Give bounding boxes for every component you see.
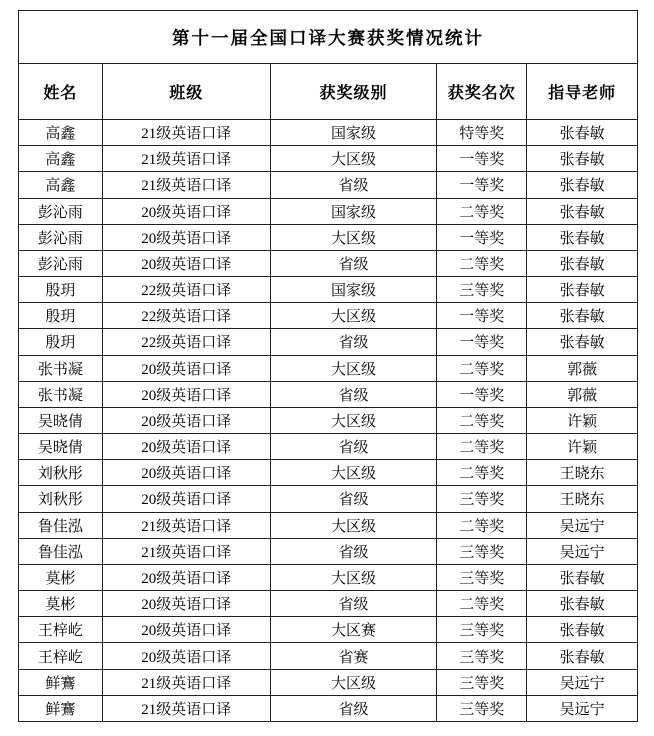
- cell-name: 高鑫: [19, 146, 103, 172]
- column-header-advisor: 指导老师: [527, 64, 638, 120]
- cell-class: 21级英语口译: [102, 172, 270, 198]
- cell-award-rank: 三等奖: [437, 695, 527, 721]
- cell-advisor: 吴远宁: [527, 538, 638, 564]
- cell-advisor: 王晓东: [527, 460, 638, 486]
- table-row: [19, 303, 638, 329]
- cell-award-rank: 二等奖: [437, 460, 527, 486]
- cell-award-level: 省级: [270, 591, 437, 617]
- cell-advisor: 张春敏: [527, 250, 638, 276]
- cell-class: 20级英语口译: [102, 250, 270, 276]
- cell-award-rank: 二等奖: [437, 198, 527, 224]
- cell-class: 21级英语口译: [102, 669, 270, 695]
- cell-award-rank: 三等奖: [437, 538, 527, 564]
- table-row: [19, 591, 638, 617]
- cell-class: 20级英语口译: [102, 617, 270, 643]
- table-title-row: [19, 11, 638, 64]
- cell-class: 22级英语口译: [102, 277, 270, 303]
- cell-advisor: 张春敏: [527, 120, 638, 146]
- cell-award-rank: 一等奖: [437, 172, 527, 198]
- cell-name: 彭沁雨: [19, 250, 103, 276]
- cell-award-level: 国家级: [270, 277, 437, 303]
- cell-award-level: 省级: [270, 538, 437, 564]
- cell-award-rank: 一等奖: [437, 303, 527, 329]
- cell-name: 吴晓倩: [19, 407, 103, 433]
- cell-class: 20级英语口译: [102, 381, 270, 407]
- table-body: [19, 120, 638, 722]
- cell-name: 彭沁雨: [19, 198, 103, 224]
- cell-award-level: 省级: [270, 486, 437, 512]
- table-row: [19, 538, 638, 564]
- cell-class: 21级英语口译: [102, 512, 270, 538]
- cell-advisor: 张春敏: [527, 643, 638, 669]
- cell-advisor: 郭薇: [527, 381, 638, 407]
- cell-name: 莫彬: [19, 591, 103, 617]
- cell-advisor: 张春敏: [527, 564, 638, 590]
- cell-advisor: 张春敏: [527, 617, 638, 643]
- cell-name: 王梓屹: [19, 617, 103, 643]
- cell-class: 20级英语口译: [102, 643, 270, 669]
- award-table: [18, 10, 638, 722]
- table-row: [19, 198, 638, 224]
- cell-class: 21级英语口译: [102, 695, 270, 721]
- cell-award-rank: 二等奖: [437, 591, 527, 617]
- table-row: [19, 381, 638, 407]
- cell-class: 20级英语口译: [102, 564, 270, 590]
- cell-name: 刘秋彤: [19, 460, 103, 486]
- table-row: [19, 434, 638, 460]
- cell-class: 22级英语口译: [102, 329, 270, 355]
- cell-class: 20级英语口译: [102, 460, 270, 486]
- table-row: [19, 460, 638, 486]
- table-row: [19, 224, 638, 250]
- cell-award-level: 大区级: [270, 564, 437, 590]
- cell-award-level: 大区级: [270, 224, 437, 250]
- table-row: [19, 486, 638, 512]
- cell-advisor: 吴远宁: [527, 512, 638, 538]
- cell-award-rank: 三等奖: [437, 669, 527, 695]
- cell-advisor: 张春敏: [527, 224, 638, 250]
- table-row: [19, 512, 638, 538]
- table-row: [19, 695, 638, 721]
- cell-name: 鲜鶱: [19, 669, 103, 695]
- table-row: [19, 355, 638, 381]
- cell-class: 20级英语口译: [102, 486, 270, 512]
- cell-award-rank: 三等奖: [437, 617, 527, 643]
- table-row: [19, 120, 638, 146]
- table-row: [19, 277, 638, 303]
- cell-award-level: 大区赛: [270, 617, 437, 643]
- cell-award-rank: 三等奖: [437, 643, 527, 669]
- table-header-row: [19, 64, 638, 120]
- cell-advisor: 张春敏: [527, 172, 638, 198]
- cell-advisor: 王晓东: [527, 486, 638, 512]
- cell-class: 20级英语口译: [102, 198, 270, 224]
- cell-class: 21级英语口译: [102, 120, 270, 146]
- table-row: [19, 250, 638, 276]
- column-header-class: 班级: [102, 64, 270, 120]
- cell-class: 20级英语口译: [102, 407, 270, 433]
- cell-award-rank: 二等奖: [437, 407, 527, 433]
- cell-class: 20级英语口译: [102, 434, 270, 460]
- cell-award-level: 国家级: [270, 120, 437, 146]
- cell-advisor: 张春敏: [527, 277, 638, 303]
- cell-award-level: 大区级: [270, 407, 437, 433]
- table-row: [19, 617, 638, 643]
- table-row: [19, 407, 638, 433]
- cell-award-level: 大区级: [270, 460, 437, 486]
- table-row: [19, 329, 638, 355]
- cell-name: 高鑫: [19, 172, 103, 198]
- cell-advisor: 吴远宁: [527, 695, 638, 721]
- cell-award-level: 省赛: [270, 643, 437, 669]
- cell-name: 殷玥: [19, 303, 103, 329]
- cell-award-rank: 特等奖: [437, 120, 527, 146]
- cell-award-rank: 二等奖: [437, 434, 527, 460]
- cell-award-level: 国家级: [270, 198, 437, 224]
- cell-award-level: 大区级: [270, 355, 437, 381]
- cell-name: 莫彬: [19, 564, 103, 590]
- cell-class: 20级英语口译: [102, 224, 270, 250]
- cell-advisor: 张春敏: [527, 198, 638, 224]
- cell-award-level: 省级: [270, 381, 437, 407]
- cell-name: 殷玥: [19, 329, 103, 355]
- cell-award-level: 大区级: [270, 303, 437, 329]
- cell-award-level: 大区级: [270, 512, 437, 538]
- cell-advisor: 许颖: [527, 407, 638, 433]
- cell-award-level: 省级: [270, 329, 437, 355]
- cell-award-level: 大区级: [270, 669, 437, 695]
- column-header-name: 姓名: [19, 64, 103, 120]
- cell-class: 21级英语口译: [102, 146, 270, 172]
- cell-advisor: 张春敏: [527, 591, 638, 617]
- cell-advisor: 许颖: [527, 434, 638, 460]
- cell-class: 22级英语口译: [102, 303, 270, 329]
- cell-class: 20级英语口译: [102, 355, 270, 381]
- cell-award-level: 省级: [270, 172, 437, 198]
- cell-award-rank: 三等奖: [437, 277, 527, 303]
- table-row: [19, 669, 638, 695]
- cell-award-level: 大区级: [270, 146, 437, 172]
- cell-award-rank: 二等奖: [437, 355, 527, 381]
- cell-name: 彭沁雨: [19, 224, 103, 250]
- cell-class: 21级英语口译: [102, 538, 270, 564]
- cell-name: 张书凝: [19, 381, 103, 407]
- cell-name: 吴晓倩: [19, 434, 103, 460]
- cell-name: 殷玥: [19, 277, 103, 303]
- cell-advisor: 吴远宁: [527, 669, 638, 695]
- cell-award-rank: 二等奖: [437, 512, 527, 538]
- cell-advisor: 郭薇: [527, 355, 638, 381]
- cell-name: 鲁佳泓: [19, 512, 103, 538]
- cell-award-level: 省级: [270, 250, 437, 276]
- cell-name: 刘秋彤: [19, 486, 103, 512]
- cell-award-rank: 三等奖: [437, 486, 527, 512]
- table-title: 第十一届全国口译大赛获奖情况统计: [19, 11, 638, 64]
- cell-advisor: 张春敏: [527, 303, 638, 329]
- cell-name: 高鑫: [19, 120, 103, 146]
- column-header-award-level: 获奖级别: [270, 64, 437, 120]
- cell-award-level: 省级: [270, 434, 437, 460]
- table-row: [19, 643, 638, 669]
- table-row: [19, 564, 638, 590]
- cell-award-rank: 一等奖: [437, 146, 527, 172]
- column-header-award-rank: 获奖名次: [437, 64, 527, 120]
- cell-award-rank: 二等奖: [437, 250, 527, 276]
- cell-award-rank: 一等奖: [437, 381, 527, 407]
- cell-name: 鲜鶱: [19, 695, 103, 721]
- table-row: [19, 146, 638, 172]
- cell-advisor: 张春敏: [527, 329, 638, 355]
- cell-class: 20级英语口译: [102, 591, 270, 617]
- cell-award-rank: 三等奖: [437, 564, 527, 590]
- cell-award-level: 省级: [270, 695, 437, 721]
- cell-advisor: 张春敏: [527, 146, 638, 172]
- cell-award-rank: 一等奖: [437, 224, 527, 250]
- table-row: [19, 172, 638, 198]
- cell-name: 王梓屹: [19, 643, 103, 669]
- award-table-container: [18, 10, 638, 722]
- cell-name: 鲁佳泓: [19, 538, 103, 564]
- cell-name: 张书凝: [19, 355, 103, 381]
- cell-award-rank: 一等奖: [437, 329, 527, 355]
